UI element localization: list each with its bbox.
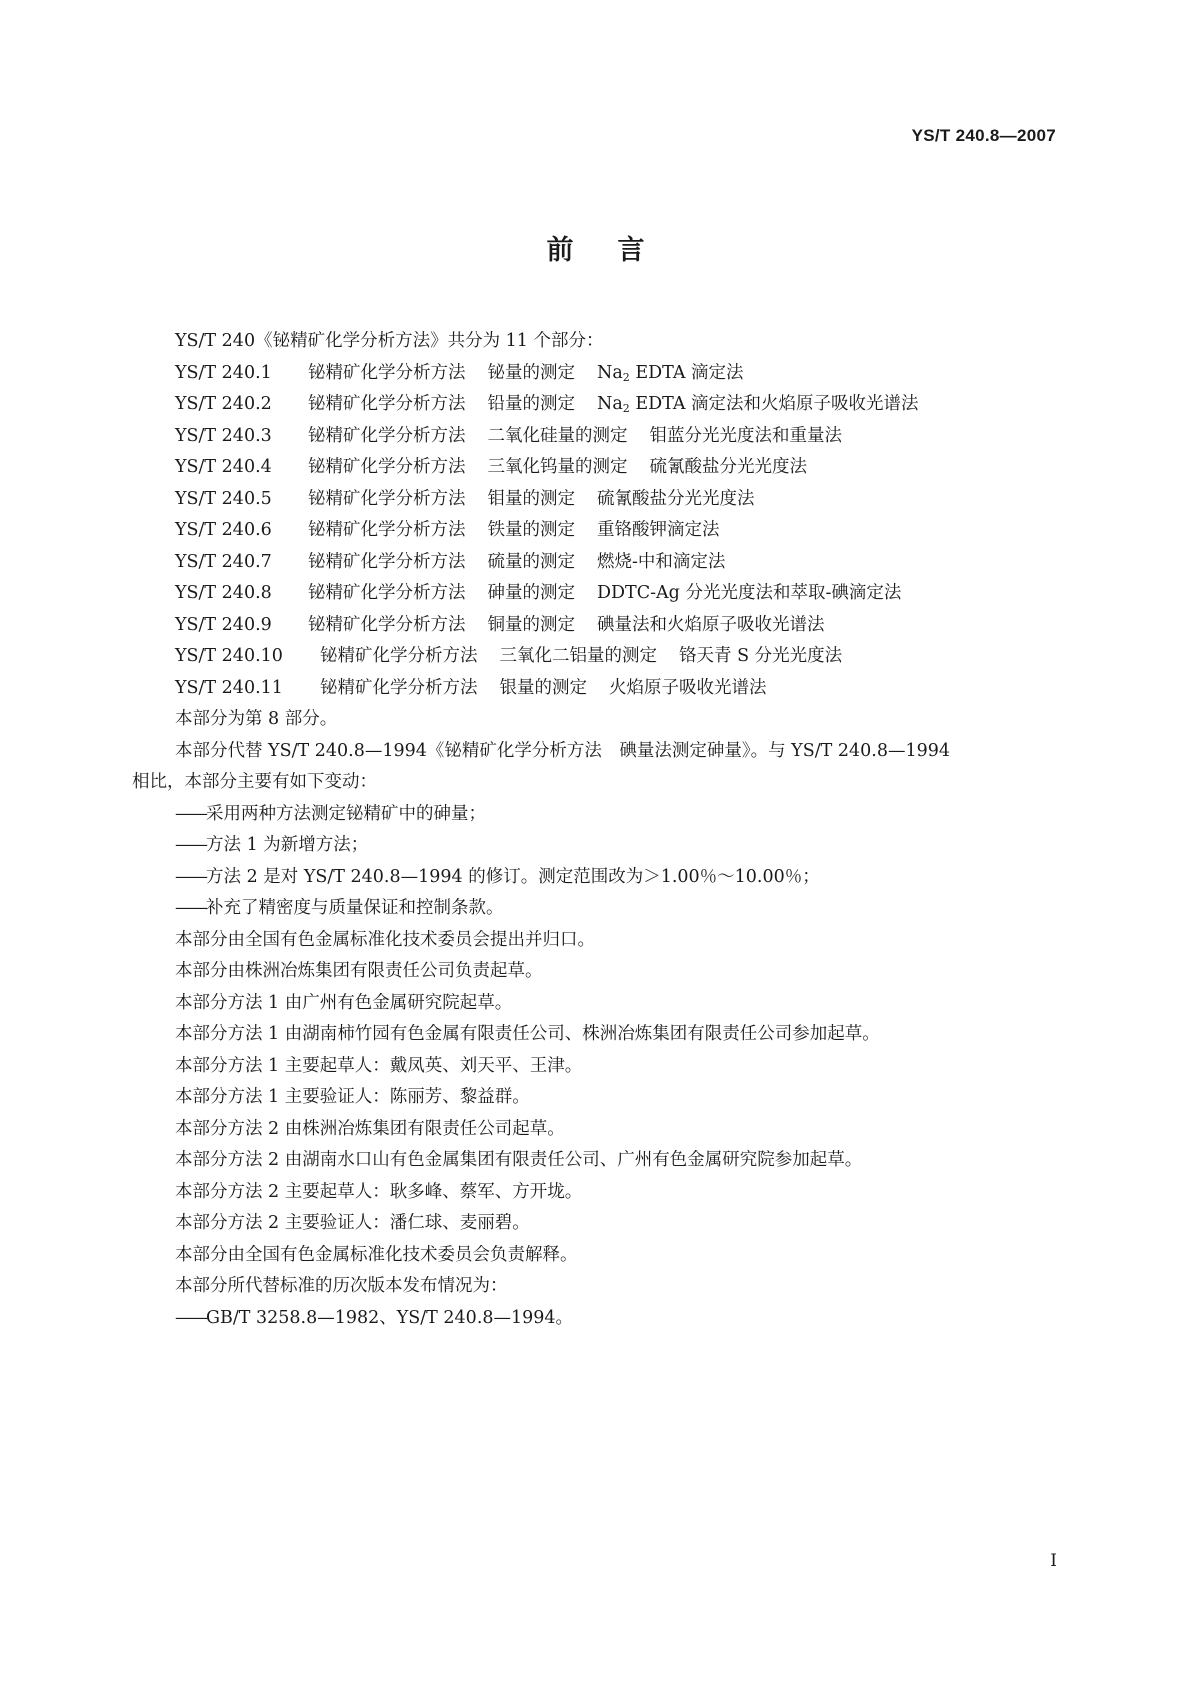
method-subscript: 2 [622, 402, 630, 415]
part-row [132, 452, 1062, 484]
part-code: YS/T 240.10 [175, 646, 283, 666]
part-code: YS/T 240.4 [175, 457, 272, 477]
change-text: 方法 1 为新增方法； [206, 835, 369, 855]
part-code: YS/T 240.2 [175, 394, 272, 414]
part-row [132, 578, 1062, 610]
page-title: 前言 [546, 235, 689, 266]
part-item: 二氧化硅量的测定 [487, 425, 628, 446]
method-text: 钼蓝分光光度法和重量法 [649, 425, 842, 446]
method-text: EDTA 滴定法和火焰原子吸收光谱法 [629, 394, 919, 414]
history-line [132, 1303, 1062, 1335]
page-number: I [1050, 1551, 1057, 1571]
statement-line: 本部分方法 1 由广州有色金属研究院起草。 [175, 992, 513, 1013]
part-series: 铋精矿化学分析方法 [308, 394, 466, 414]
part-code: YS/T 240.5 [175, 488, 272, 509]
method-prefix: Na [597, 362, 623, 383]
dash: —— [175, 835, 206, 855]
standard-code-header: YS/T 240.8—2007 [911, 126, 1056, 145]
change-text: 补充了精密度与质量保证和控制条款。 [206, 898, 504, 918]
part-code: YS/T 240.11 [175, 677, 283, 698]
part-series: 铋精矿化学分析方法 [308, 457, 466, 477]
part-series: 铋精矿化学分析方法 [320, 646, 478, 666]
part-item: 银量的测定 [499, 677, 587, 698]
part-method [609, 678, 767, 698]
method-text: 硫氰酸盐分光光度法 [597, 488, 755, 509]
intro-line: YS/T 240《铋精矿化学分析方法》共分为 11 个部分： [175, 331, 604, 351]
part-method [650, 457, 808, 477]
method-text: 硫氰酸盐分光光度法 [649, 457, 807, 477]
statement-line: 本部分由全国有色金属标准化技术委员会负责解释。 [175, 1244, 578, 1265]
statement-line: 本部分方法 2 由湖南水口山有色金属集团有限责任公司、广州有色金属研究院参加起草。 [175, 1150, 863, 1170]
part-method [597, 394, 919, 414]
parts-list [132, 358, 1062, 705]
part-row [132, 547, 1062, 579]
part-item: 铁量的测定 [487, 520, 575, 540]
replace-line-1: 本部分代替 YS/T 240.8—1994《铋精矿化学分析方法 碘量法测定砷量》。与 YS/T 240.8—1994 [175, 740, 950, 761]
part-code: YS/T 240.8 [175, 583, 272, 603]
foreword-body [132, 326, 1062, 1334]
part-method [597, 520, 720, 540]
method-text: EDTA 滴定法 [629, 362, 744, 383]
part-item: 三氧化二铝量的测定 [499, 646, 657, 666]
statement-line: 本部分方法 2 由株洲冶炼集团有限责任公司起草。 [175, 1118, 565, 1139]
history-text: GB/T 3258.8—1982、YS/T 240.8—1994。 [206, 1307, 574, 1328]
part-series: 铋精矿化学分析方法 [308, 520, 466, 540]
method-subscript: 2 [622, 370, 630, 384]
changes-list [132, 799, 1062, 925]
part-method [597, 552, 725, 572]
part-row [132, 641, 1062, 673]
method-text: 铬天青 S 分光光度法 [679, 646, 843, 666]
method-text: DDTC-Ag 分光光度法和萃取-碘滴定法 [597, 583, 902, 603]
dash: —— [175, 898, 206, 918]
method-text: 火焰原子吸收光谱法 [609, 677, 767, 698]
method-text: 碘量法和火焰原子吸收光谱法 [597, 614, 825, 635]
change-text: 采用两种方法测定铋精矿中的砷量； [206, 803, 486, 824]
replace-line-2: 相比，本部分主要有如下变动： [132, 772, 377, 792]
statements-list [132, 925, 1062, 1303]
part-series: 铋精矿化学分析方法 [308, 488, 466, 509]
change-item [132, 893, 1062, 925]
statement-line: 本部分由株洲冶炼集团有限责任公司负责起草。 [175, 961, 543, 981]
change-item [132, 799, 1062, 831]
part-item: 铅量的测定 [487, 394, 575, 414]
statement-line: 本部分由全国有色金属标准化技术委员会提出并归口。 [175, 929, 595, 950]
part-item: 铜量的测定 [487, 614, 575, 635]
dash: —— [175, 1307, 206, 1328]
part-method [597, 615, 825, 635]
change-item [132, 830, 1062, 862]
part-row [132, 389, 1062, 421]
part-code: YS/T 240.3 [175, 425, 272, 446]
statement-line: 本部分方法 1 主要验证人：陈丽芳、黎益群。 [175, 1087, 530, 1107]
part-row [132, 421, 1062, 453]
change-text: 方法 2 是对 YS/T 240.8—1994 的修订。测定范围改为＞1.00％～10.00％； [206, 866, 820, 887]
part-series: 铋精矿化学分析方法 [308, 551, 466, 572]
statement-line: 本部分所代替标准的历次版本发布情况为： [175, 1276, 508, 1296]
part-item: 铋量的测定 [487, 362, 575, 383]
method-prefix: Na [597, 394, 623, 414]
part-row [132, 358, 1062, 390]
part-row [132, 673, 1062, 705]
part-method [597, 363, 744, 383]
statement-line: 本部分方法 2 主要验证人：潘仁球、麦丽碧。 [175, 1213, 530, 1233]
part-item: 砷量的测定 [487, 583, 575, 603]
part-series: 铋精矿化学分析方法 [308, 614, 466, 635]
part-row [132, 515, 1062, 547]
change-item [132, 862, 1062, 894]
part-item: 硫量的测定 [487, 551, 575, 572]
dash: —— [175, 803, 206, 824]
part-code: YS/T 240.6 [175, 520, 272, 540]
part-item: 三氧化钨量的测定 [487, 457, 628, 477]
part-series: 铋精矿化学分析方法 [308, 362, 466, 383]
part-item: 钼量的测定 [487, 488, 575, 509]
method-text: 重铬酸钾滴定法 [597, 520, 720, 540]
statement-line: 本部分方法 1 主要起草人：戴凤英、刘天平、王津。 [175, 1055, 583, 1076]
part-note: 本部分为第 8 部分。 [175, 709, 338, 729]
dash: —— [175, 866, 206, 887]
part-row [132, 610, 1062, 642]
part-series: 铋精矿化学分析方法 [308, 583, 466, 603]
part-method [597, 489, 755, 509]
part-series: 铋精矿化学分析方法 [308, 425, 466, 446]
part-series: 铋精矿化学分析方法 [320, 677, 478, 698]
part-method [679, 646, 842, 666]
statement-line: 本部分方法 2 主要起草人：耿多峰、蔡军、方开垅。 [175, 1181, 583, 1202]
part-code: YS/T 240.9 [175, 614, 272, 635]
method-text: 燃烧-中和滴定法 [597, 551, 726, 572]
part-row [132, 484, 1062, 516]
part-code: YS/T 240.1 [175, 362, 272, 383]
part-code: YS/T 240.7 [175, 551, 272, 572]
statement-line: 本部分方法 1 由湖南柿竹园有色金属有限责任公司、株洲冶炼集团有限责任公司参加起草。 [175, 1024, 880, 1044]
part-method [597, 583, 901, 603]
part-method [650, 426, 843, 446]
